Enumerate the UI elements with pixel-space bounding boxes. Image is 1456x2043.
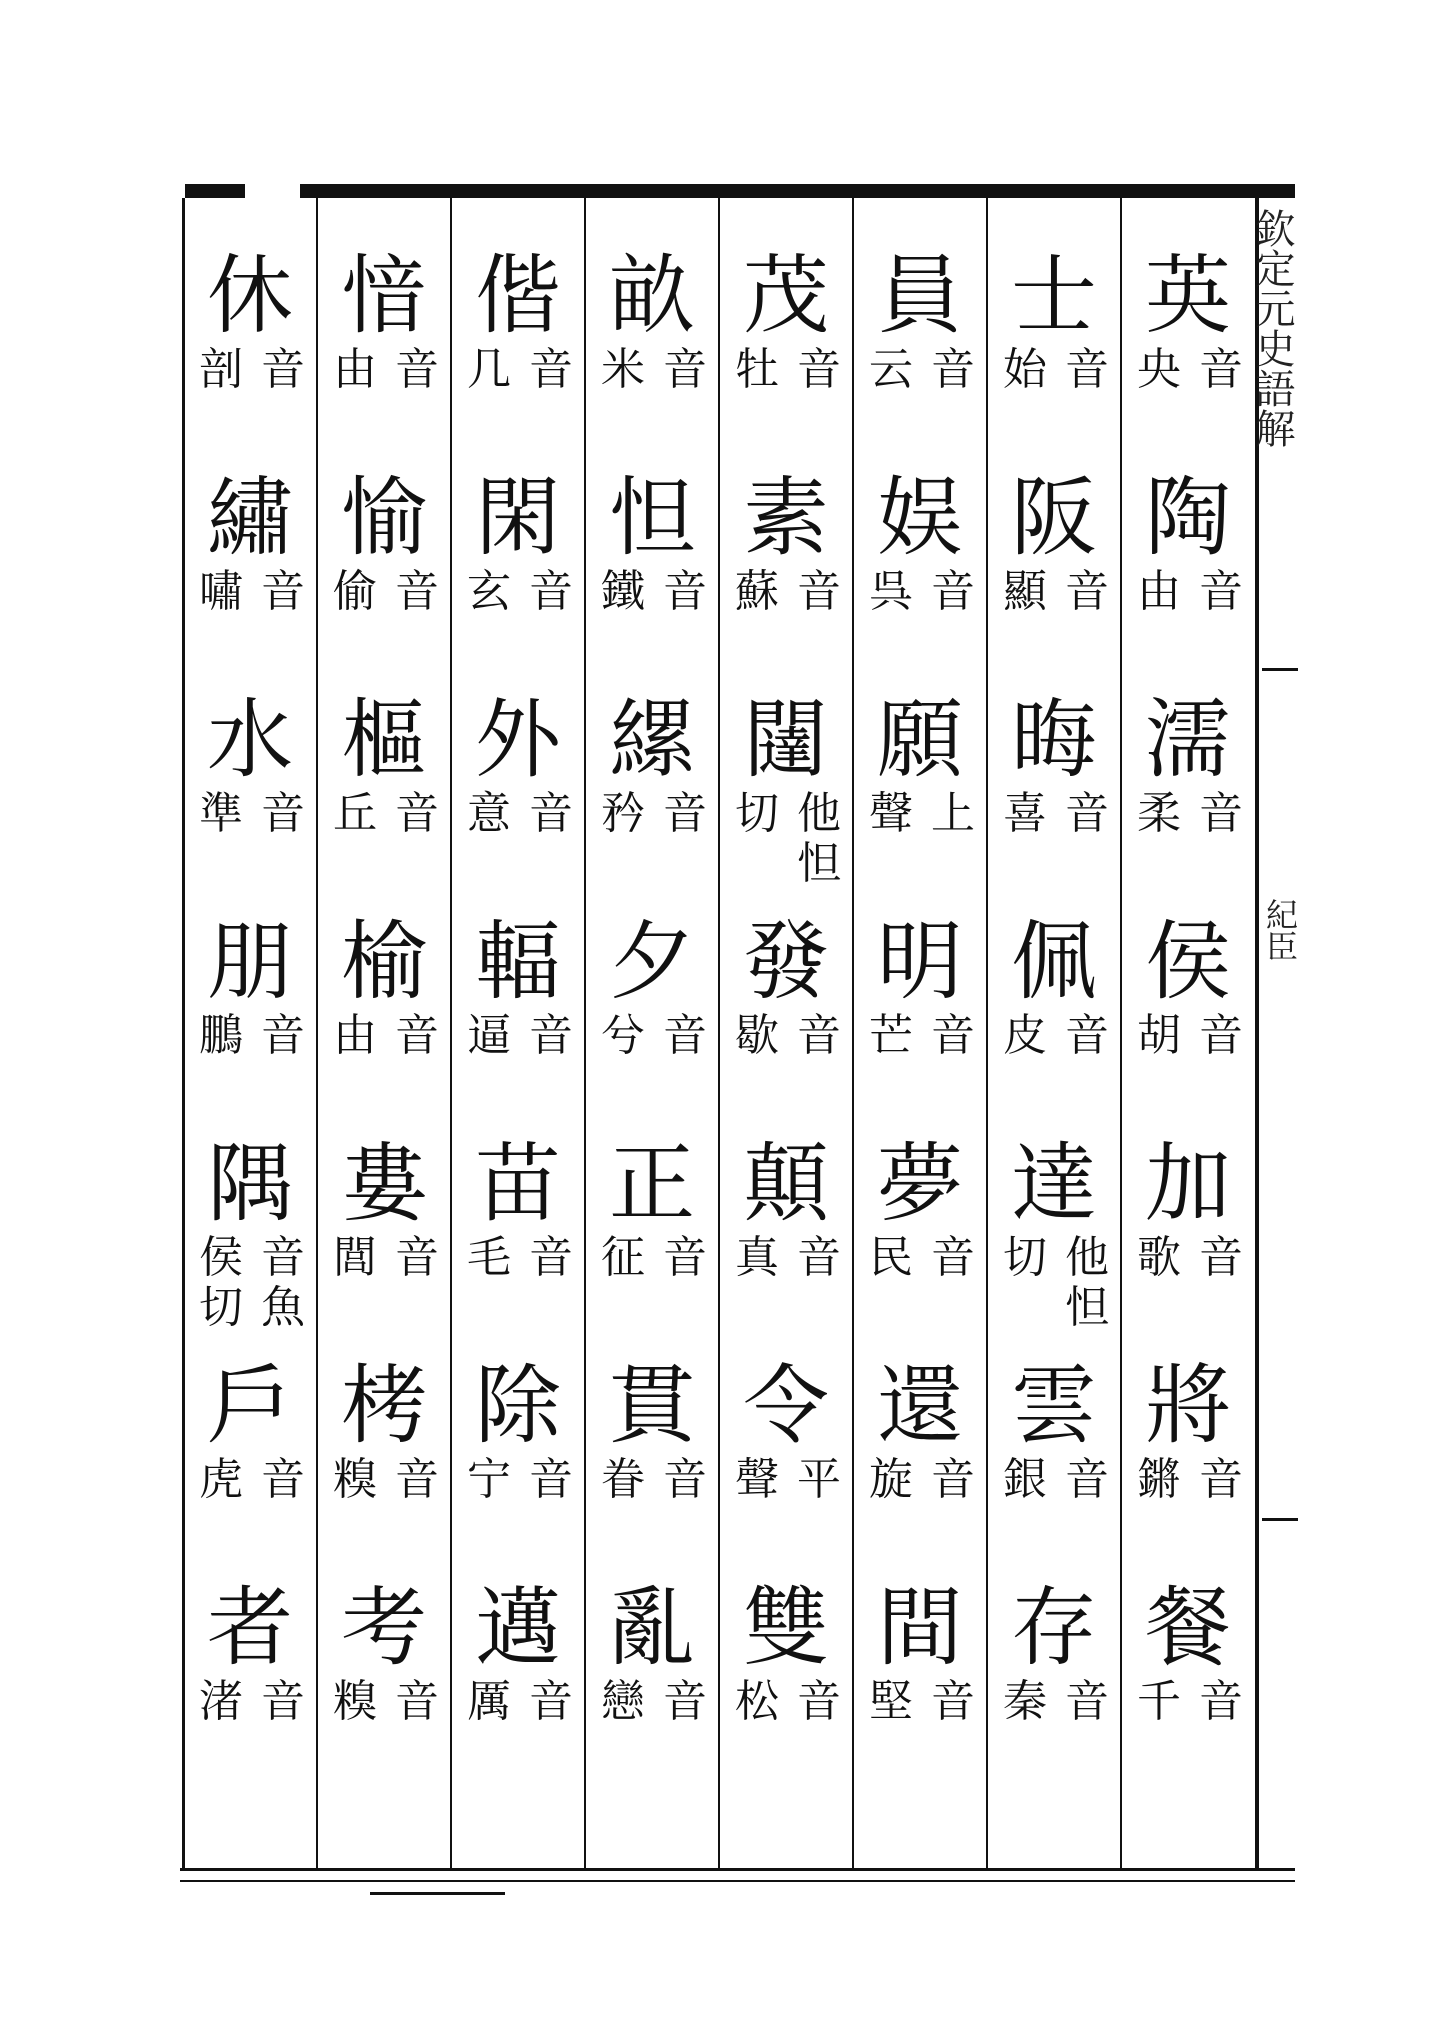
gloss-entry xyxy=(585,884,719,1114)
annotation-right: 音 xyxy=(663,1010,707,1061)
annotation-right: 音 xyxy=(261,788,305,839)
annotation-right: 音 xyxy=(395,1676,439,1727)
gloss-entry xyxy=(585,1106,719,1336)
annotation-right: 音 xyxy=(529,566,573,617)
annotation-left: 皮 xyxy=(1003,1010,1047,1061)
annotation-right: 音 xyxy=(261,1010,305,1061)
annotation-left: 鐵 xyxy=(601,566,645,617)
gloss-entry xyxy=(987,1106,1121,1336)
annotation-left: 千 xyxy=(1137,1676,1181,1727)
gloss-entry xyxy=(1121,1550,1255,1780)
headword-character: 栲 xyxy=(341,1356,427,1456)
annotation-left: 閭 xyxy=(333,1232,377,1283)
headword-character: 佩 xyxy=(1011,912,1097,1012)
annotation-right: 音 xyxy=(395,1454,439,1505)
gloss-entry xyxy=(719,218,853,448)
margin-title: 欽定元史語解 xyxy=(1249,208,1295,448)
annotation-right: 音 xyxy=(1199,788,1243,839)
annotation-left: 侯 xyxy=(199,1232,243,1283)
gloss-entry xyxy=(1121,662,1255,892)
headword-character: 還 xyxy=(877,1356,963,1456)
annotation-right: 音 xyxy=(395,566,439,617)
gloss-entry xyxy=(1121,884,1255,1114)
gloss-entry xyxy=(987,662,1121,892)
margin-subtitle: 紀臣 xyxy=(1261,898,1299,962)
gloss-entry xyxy=(987,1328,1121,1558)
text-column xyxy=(317,198,451,1870)
annotation-right: 音 xyxy=(1199,1232,1243,1283)
gloss-entry xyxy=(1121,1106,1255,1336)
annotation-right: 音 xyxy=(931,344,975,395)
annotation-right: 音 xyxy=(529,1454,573,1505)
gloss-entry xyxy=(719,440,853,670)
annotation-left: 偷 xyxy=(333,566,377,617)
text-column xyxy=(987,198,1121,1870)
annotation-right: 音 xyxy=(797,1010,841,1061)
annotation-left: 顯 xyxy=(1003,566,1047,617)
headword-character: 休 xyxy=(207,246,293,346)
headword-character: 顛 xyxy=(743,1134,829,1234)
gloss-entry xyxy=(719,884,853,1114)
headword-character: 戶 xyxy=(207,1356,293,1456)
annotation-left: 喜 xyxy=(1003,788,1047,839)
headword-character: 素 xyxy=(743,468,829,568)
annotation-right-second: 魚 xyxy=(261,1282,305,1333)
annotation-left: 嘯 xyxy=(199,566,243,617)
gloss-entry xyxy=(585,662,719,892)
headword-character: 榆 xyxy=(341,912,427,1012)
gloss-entry xyxy=(1121,1328,1255,1558)
annotation-left: 民 xyxy=(869,1232,913,1283)
annotation-right: 平 xyxy=(797,1454,841,1505)
annotation-left-second: 切 xyxy=(199,1282,243,1333)
annotation-right: 音 xyxy=(395,1010,439,1061)
gloss-entry xyxy=(183,1328,317,1558)
headword-character: 願 xyxy=(877,690,963,790)
right-border-rule xyxy=(1255,198,1259,1870)
annotation-right: 音 xyxy=(1199,1454,1243,1505)
annotation-left: 歇 xyxy=(735,1010,779,1061)
annotation-left: 由 xyxy=(333,344,377,395)
headword-character: 樞 xyxy=(341,690,427,790)
annotation-left: 由 xyxy=(1137,566,1181,617)
annotation-right-second: 怛 xyxy=(1065,1282,1109,1333)
gloss-entry xyxy=(585,1550,719,1780)
text-column xyxy=(585,198,719,1870)
annotation-left: 丘 xyxy=(333,788,377,839)
annotation-left: 眷 xyxy=(601,1454,645,1505)
gloss-entry xyxy=(317,218,451,448)
annotation-right-second: 怛 xyxy=(797,838,841,889)
headword-character: 餐 xyxy=(1145,1578,1231,1678)
annotation-right: 他 xyxy=(1065,1232,1109,1283)
gloss-entry xyxy=(183,884,317,1114)
top-border-rule xyxy=(185,184,1295,198)
gloss-entry xyxy=(183,218,317,448)
headword-character: 外 xyxy=(475,690,561,790)
annotation-right: 音 xyxy=(931,1232,975,1283)
gloss-entry xyxy=(853,1328,987,1558)
headword-character: 陶 xyxy=(1145,468,1231,568)
gloss-entry xyxy=(451,440,585,670)
headword-character: 者 xyxy=(207,1578,293,1678)
bottom-border-rule-inner xyxy=(180,1880,1295,1882)
headword-character: 闥 xyxy=(743,690,829,790)
annotation-right: 音 xyxy=(663,1232,707,1283)
annotation-right: 音 xyxy=(663,344,707,395)
annotation-right: 音 xyxy=(931,1676,975,1727)
gloss-entry xyxy=(585,218,719,448)
gloss-entry xyxy=(317,440,451,670)
annotation-left: 準 xyxy=(199,788,243,839)
text-column xyxy=(853,198,987,1870)
gloss-entry xyxy=(585,1328,719,1558)
annotation-left: 堅 xyxy=(869,1676,913,1727)
headword-character: 貫 xyxy=(609,1356,695,1456)
annotation-right: 音 xyxy=(529,344,573,395)
gloss-entry xyxy=(853,1550,987,1780)
headword-character: 雙 xyxy=(743,1578,829,1678)
gloss-entry xyxy=(987,218,1121,448)
text-column xyxy=(183,198,317,1870)
gloss-entry xyxy=(719,662,853,892)
headword-character: 婁 xyxy=(341,1134,427,1234)
annotation-right: 音 xyxy=(261,344,305,395)
margin-strip xyxy=(1249,198,1302,1870)
headword-character: 員 xyxy=(877,246,963,346)
headword-character: 苗 xyxy=(475,1134,561,1234)
gloss-entry xyxy=(317,884,451,1114)
gloss-entry xyxy=(853,1106,987,1336)
annotation-right: 音 xyxy=(395,344,439,395)
headword-character: 夕 xyxy=(609,912,695,1012)
annotation-right: 音 xyxy=(1199,344,1243,395)
annotation-left: 矜 xyxy=(601,788,645,839)
annotation-left: 切 xyxy=(1003,1232,1047,1283)
headword-character: 濡 xyxy=(1145,690,1231,790)
headword-character: 輻 xyxy=(475,912,561,1012)
annotation-right: 音 xyxy=(1065,1676,1109,1727)
annotation-left: 意 xyxy=(467,788,511,839)
annotation-left: 渚 xyxy=(199,1676,243,1727)
gloss-entry xyxy=(183,1550,317,1780)
gloss-entry xyxy=(317,662,451,892)
annotation-left: 柔 xyxy=(1137,788,1181,839)
gloss-entry xyxy=(719,1550,853,1780)
annotation-right: 音 xyxy=(529,1010,573,1061)
annotation-right: 音 xyxy=(797,344,841,395)
gloss-entry xyxy=(317,1550,451,1780)
headword-character: 侯 xyxy=(1145,912,1231,1012)
headword-character: 達 xyxy=(1011,1134,1097,1234)
gloss-entry xyxy=(451,1550,585,1780)
gloss-entry xyxy=(317,1328,451,1558)
gloss-entry xyxy=(451,884,585,1114)
annotation-right: 音 xyxy=(797,1232,841,1283)
annotation-right: 音 xyxy=(663,788,707,839)
gloss-entry xyxy=(451,1328,585,1558)
gloss-entry xyxy=(451,218,585,448)
annotation-left: 逼 xyxy=(467,1010,511,1061)
annotation-right: 音 xyxy=(261,1232,305,1283)
annotation-left: 兮 xyxy=(601,1010,645,1061)
annotation-left: 虎 xyxy=(199,1454,243,1505)
annotation-left: 毛 xyxy=(467,1232,511,1283)
annotation-left: 鵬 xyxy=(199,1010,243,1061)
annotation-right: 音 xyxy=(663,1454,707,1505)
annotation-left: 切 xyxy=(735,788,779,839)
annotation-right: 音 xyxy=(261,1454,305,1505)
headword-character: 晦 xyxy=(1011,690,1097,790)
margin-divider-line xyxy=(1262,668,1298,671)
headword-character: 雲 xyxy=(1011,1356,1097,1456)
gloss-entry xyxy=(853,440,987,670)
gloss-entry xyxy=(987,1550,1121,1780)
annotation-left: 始 xyxy=(1003,344,1047,395)
headword-character: 存 xyxy=(1011,1578,1097,1678)
gloss-entry xyxy=(853,218,987,448)
annotation-right: 音 xyxy=(529,1676,573,1727)
annotation-left: 銀 xyxy=(1003,1454,1047,1505)
bottom-mark xyxy=(370,1892,505,1895)
gloss-entry xyxy=(451,662,585,892)
headword-character: 士 xyxy=(1011,246,1097,346)
headword-character: 偕 xyxy=(475,246,561,346)
annotation-left: 糗 xyxy=(333,1676,377,1727)
annotation-left: 蘇 xyxy=(735,566,779,617)
gloss-entry xyxy=(183,440,317,670)
annotation-right: 音 xyxy=(1199,1010,1243,1061)
text-columns xyxy=(185,198,1255,1870)
annotation-left: 征 xyxy=(601,1232,645,1283)
headword-character: 繡 xyxy=(207,468,293,568)
headword-character: 間 xyxy=(877,1578,963,1678)
annotation-left: 由 xyxy=(333,1010,377,1061)
annotation-right: 音 xyxy=(931,566,975,617)
headword-character: 亂 xyxy=(609,1578,695,1678)
annotation-right: 音 xyxy=(1065,344,1109,395)
annotation-left: 玄 xyxy=(467,566,511,617)
annotation-right: 音 xyxy=(1065,566,1109,617)
annotation-right: 音 xyxy=(663,566,707,617)
headword-character: 發 xyxy=(743,912,829,1012)
annotation-left: 牡 xyxy=(735,344,779,395)
annotation-left: 聲 xyxy=(735,1454,779,1505)
annotation-left: 松 xyxy=(735,1676,779,1727)
annotation-left: 厲 xyxy=(467,1676,511,1727)
annotation-right: 音 xyxy=(931,1454,975,1505)
headword-character: 將 xyxy=(1145,1356,1231,1456)
annotation-left: 米 xyxy=(601,344,645,395)
annotation-left: 鏘 xyxy=(1137,1454,1181,1505)
annotation-left: 戀 xyxy=(601,1676,645,1727)
headword-character: 怛 xyxy=(609,468,695,568)
annotation-left: 秦 xyxy=(1003,1676,1047,1727)
gloss-entry xyxy=(183,662,317,892)
annotation-right: 音 xyxy=(529,788,573,839)
annotation-left: 几 xyxy=(467,344,511,395)
gloss-entry xyxy=(987,440,1121,670)
headword-character: 英 xyxy=(1145,246,1231,346)
gloss-entry xyxy=(987,884,1121,1114)
annotation-right: 音 xyxy=(1199,566,1243,617)
headword-character: 娱 xyxy=(877,468,963,568)
gloss-entry xyxy=(585,440,719,670)
annotation-left: 剖 xyxy=(199,344,243,395)
annotation-left: 呉 xyxy=(869,566,913,617)
annotation-left: 真 xyxy=(735,1232,779,1283)
annotation-right: 音 xyxy=(529,1232,573,1283)
text-column xyxy=(719,198,853,1870)
headword-character: 縲 xyxy=(609,690,695,790)
headword-character: 令 xyxy=(743,1356,829,1456)
headword-character: 除 xyxy=(475,1356,561,1456)
annotation-right: 上 xyxy=(931,788,975,839)
headword-character: 加 xyxy=(1145,1134,1231,1234)
gloss-entry xyxy=(853,662,987,892)
headword-character: 茂 xyxy=(743,246,829,346)
annotation-left: 糗 xyxy=(333,1454,377,1505)
annotation-left: 歌 xyxy=(1137,1232,1181,1283)
annotation-right: 音 xyxy=(797,1676,841,1727)
text-column xyxy=(1121,198,1255,1870)
gloss-entry xyxy=(719,1106,853,1336)
headword-character: 考 xyxy=(341,1578,427,1678)
headword-character: 明 xyxy=(877,912,963,1012)
gloss-entry xyxy=(853,884,987,1114)
annotation-right: 音 xyxy=(1065,788,1109,839)
annotation-right: 他 xyxy=(797,788,841,839)
annotation-left: 云 xyxy=(869,344,913,395)
annotation-right: 音 xyxy=(261,566,305,617)
annotation-left: 聲 xyxy=(869,788,913,839)
gloss-entry xyxy=(1121,218,1255,448)
annotation-right: 音 xyxy=(797,566,841,617)
headword-character: 愉 xyxy=(341,468,427,568)
annotation-left: 胡 xyxy=(1137,1010,1181,1061)
headword-character: 夢 xyxy=(877,1134,963,1234)
annotation-right: 音 xyxy=(261,1676,305,1727)
headword-character: 畝 xyxy=(609,246,695,346)
headword-character: 隅 xyxy=(207,1134,293,1234)
margin-divider-line-lower xyxy=(1262,1518,1298,1521)
headword-character: 朋 xyxy=(207,912,293,1012)
headword-character: 邁 xyxy=(475,1578,561,1678)
headword-character: 愔 xyxy=(341,246,427,346)
headword-character: 正 xyxy=(609,1134,695,1234)
annotation-right: 音 xyxy=(663,1676,707,1727)
headword-character: 阪 xyxy=(1011,468,1097,568)
annotation-left: 芒 xyxy=(869,1010,913,1061)
annotation-right: 音 xyxy=(395,788,439,839)
annotation-left: 旋 xyxy=(869,1454,913,1505)
annotation-left: 央 xyxy=(1137,344,1181,395)
gloss-entry xyxy=(719,1328,853,1558)
annotation-right: 音 xyxy=(1065,1010,1109,1061)
annotation-left: 宁 xyxy=(467,1454,511,1505)
gloss-entry xyxy=(317,1106,451,1336)
text-column xyxy=(451,198,585,1870)
gloss-entry xyxy=(451,1106,585,1336)
annotation-right: 音 xyxy=(395,1232,439,1283)
headword-character: 閑 xyxy=(475,468,561,568)
annotation-right: 音 xyxy=(931,1010,975,1061)
gloss-entry xyxy=(183,1106,317,1336)
top-border-gap xyxy=(245,184,300,198)
gloss-entry xyxy=(1121,440,1255,670)
headword-character: 水 xyxy=(207,690,293,790)
annotation-right: 音 xyxy=(1199,1676,1243,1727)
annotation-right: 音 xyxy=(1065,1454,1109,1505)
